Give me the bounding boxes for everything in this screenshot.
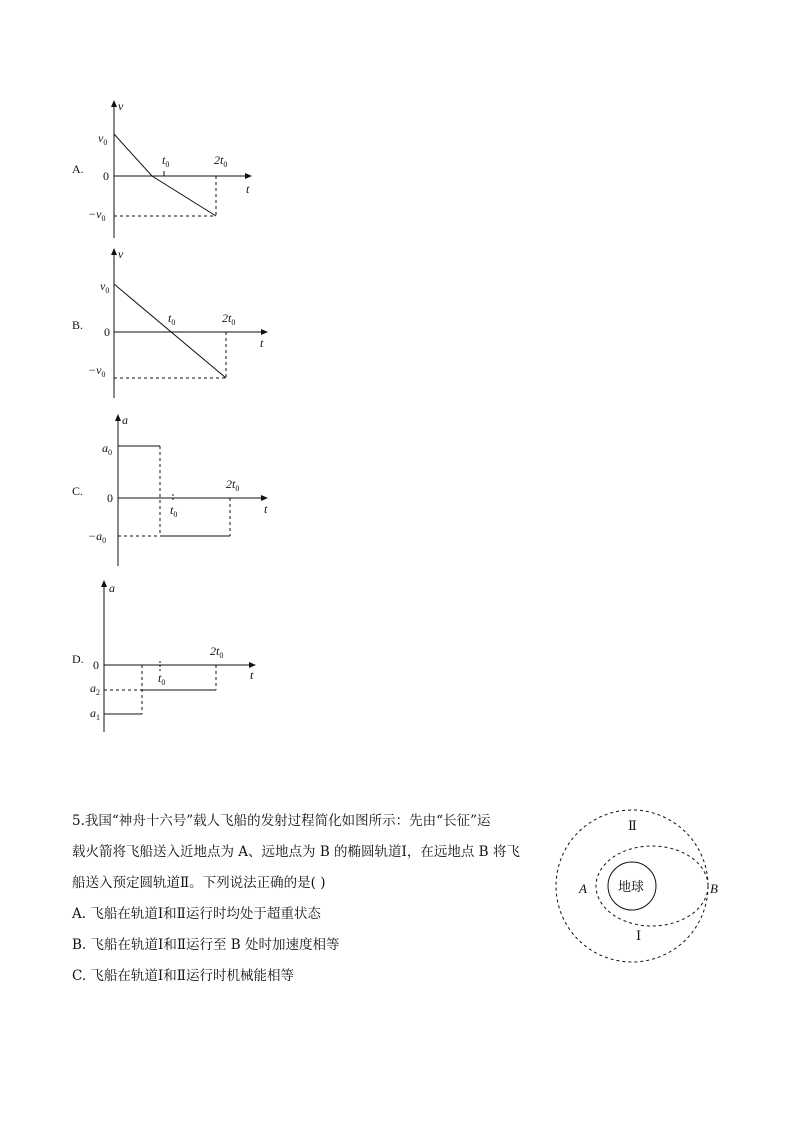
v0-label: $v_0$	[98, 131, 108, 147]
choice-b[interactable]: B. 飞船在轨道Ⅰ和Ⅱ运行至 B 处时加速度相等	[72, 937, 340, 953]
a2-label: $a_2$	[90, 681, 100, 697]
2t0-label: $2t_0$	[226, 477, 240, 493]
option-d-label: D.	[72, 652, 84, 666]
elliptical-orbit-i	[596, 846, 708, 926]
y-axis-arrow	[111, 248, 117, 255]
question-5	[72, 806, 542, 992]
2t0-label: $2t_0$	[222, 311, 236, 327]
y-axis-arrow	[111, 100, 117, 107]
velocity-line	[114, 284, 226, 378]
point-b-label: B	[710, 881, 718, 896]
neg-a0-label: $-a_0$	[88, 529, 107, 545]
graph-b	[80, 244, 280, 404]
zero-label: 0	[107, 491, 113, 505]
2t0-label: $2t_0$	[214, 153, 228, 169]
x-axis-label: t	[264, 502, 268, 516]
velocity-line	[114, 134, 216, 216]
x-axis-arrow	[261, 495, 268, 501]
option-a-label: A.	[72, 162, 84, 176]
a0-label: $a_0$	[102, 441, 112, 457]
zero-label: 0	[104, 325, 110, 339]
orbit-figure	[548, 806, 738, 971]
zero-label: 0	[103, 169, 109, 183]
y-axis-label: v	[118, 99, 124, 113]
choice-c[interactable]: C. 飞船在轨道Ⅰ和Ⅱ运行时机械能相等	[72, 968, 294, 984]
t0-label: $t_0$	[170, 503, 178, 519]
point-a-label: A	[579, 881, 587, 896]
question-stem-line-1: 5.我国“神舟十六号”载人飞船的发射过程简化如图所示：先由“长征”运	[72, 813, 491, 829]
x-axis-label: t	[246, 182, 250, 196]
choice-a[interactable]: A. 飞船在轨道Ⅰ和Ⅱ运行时均处于超重状态	[72, 906, 321, 922]
question-stem-line-3: 船送入预定圆轨道Ⅱ。下列说法正确的是( )	[72, 875, 326, 891]
neg-v0-label: $-v_0$	[88, 207, 106, 223]
y-axis-label: a	[122, 413, 128, 427]
option-b-label: B.	[72, 318, 84, 332]
t0-label: $t_0$	[168, 311, 176, 327]
orbit-ii-label: Ⅱ	[628, 818, 637, 833]
graph-a	[80, 96, 280, 246]
option-c-label: C.	[72, 484, 84, 498]
question-stem-line-2: 载火箭将飞船送入近地点为 A、远地点为 B 的椭圆轨道Ⅰ，在远地点 B 将飞	[72, 844, 520, 860]
y-axis-arrow	[115, 414, 121, 421]
earth-label: 地球	[618, 879, 645, 894]
t0-label: $t_0$	[158, 671, 166, 687]
graph-d	[80, 576, 280, 736]
x-axis-arrow	[245, 173, 252, 179]
neg-v0-label: $-v_0$	[88, 363, 106, 379]
graph-c	[80, 410, 280, 570]
t0-label: $t_0$	[162, 153, 170, 169]
zero-label: 0	[93, 658, 99, 672]
2t0-label: $2t_0$	[210, 644, 224, 660]
y-axis-label: a	[109, 581, 115, 595]
y-axis-label: v	[118, 247, 124, 261]
v0-label: $v_0$	[100, 279, 110, 295]
x-axis-arrow	[261, 329, 268, 335]
x-axis-label: t	[260, 336, 264, 350]
x-axis-label: t	[250, 668, 254, 682]
y-axis-arrow	[101, 580, 107, 587]
a1-label: $a_1$	[90, 706, 100, 722]
orbit-i-label: Ⅰ	[636, 928, 642, 943]
